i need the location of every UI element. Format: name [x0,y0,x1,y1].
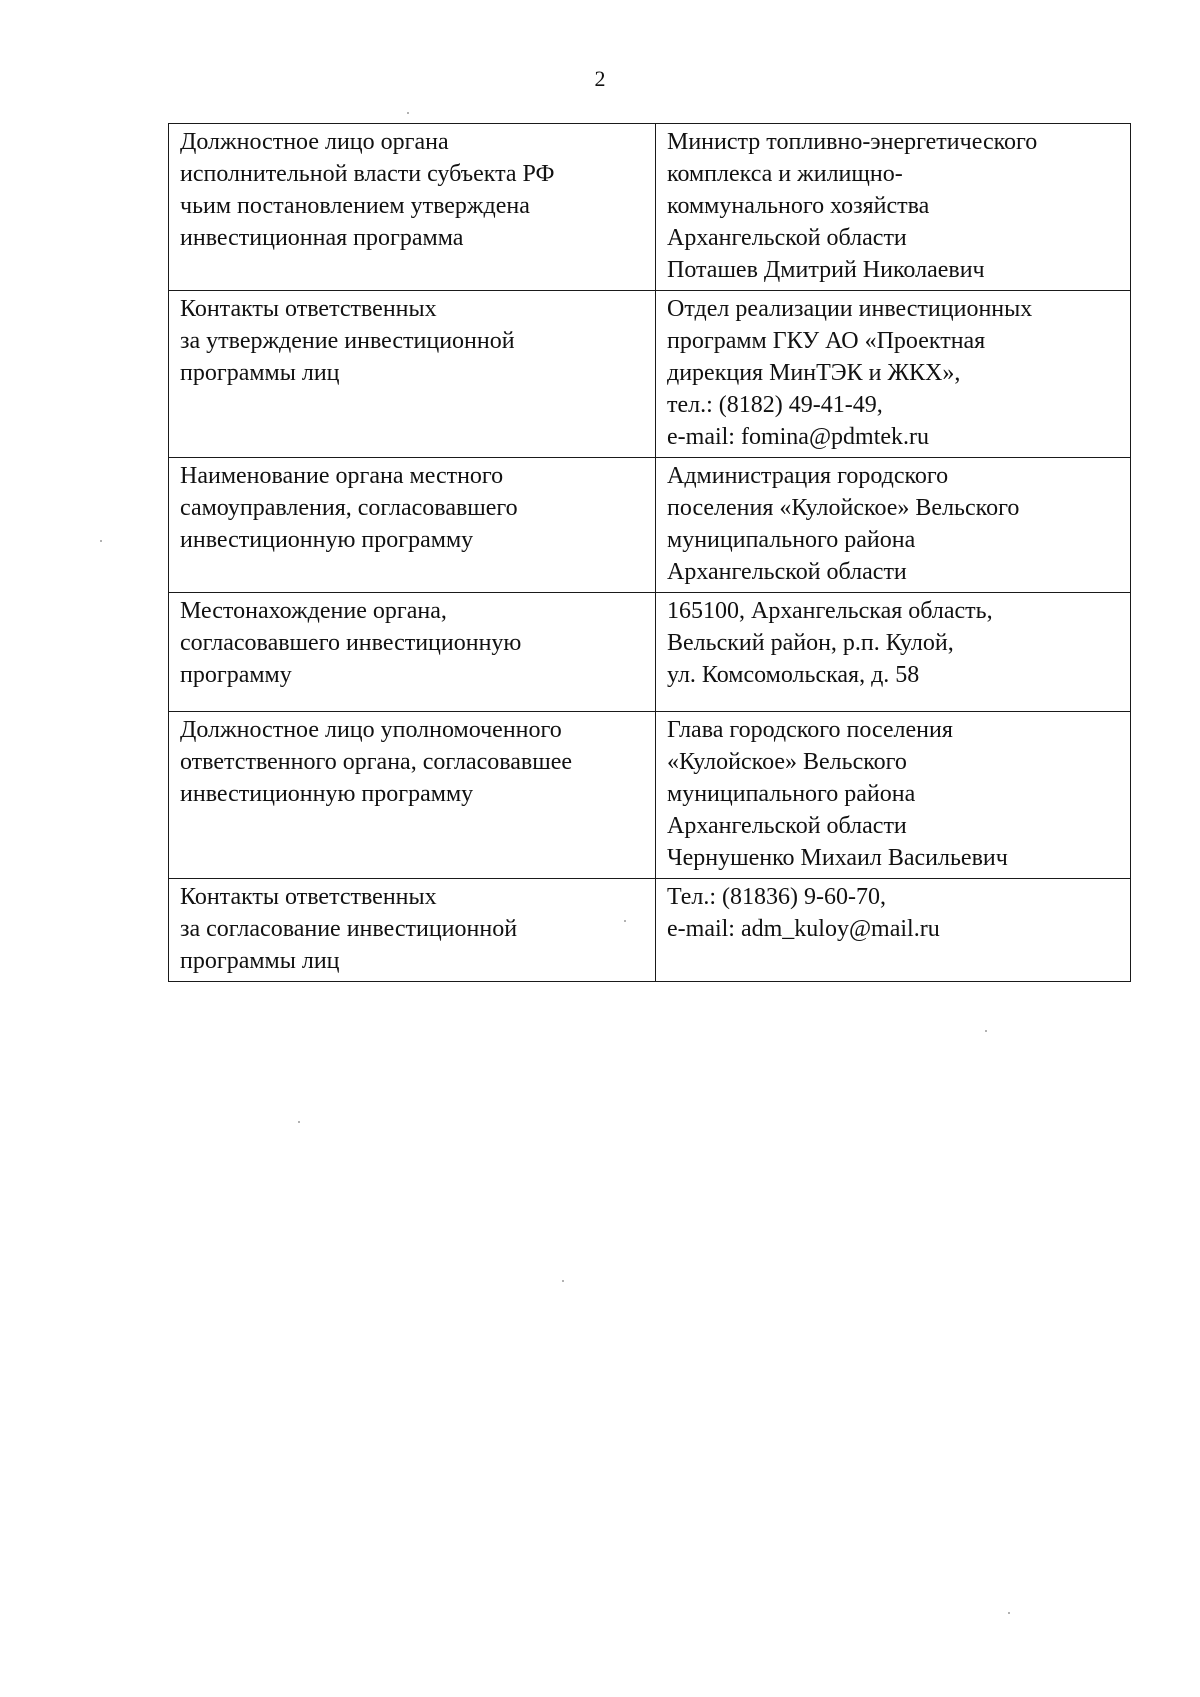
value-line: e-mail: fomina@pdmtek.ru [667,424,930,450]
label-line: Должностное лицо органа [180,129,449,155]
label-line: за согласование инвестиционной [180,916,518,942]
value-line: Администрация городского [667,463,949,489]
scan-speck [100,540,102,542]
value-line: 165100, Архангельская область, [667,598,993,624]
page-number: 2 [594,66,606,91]
value-line: Архангельской области [667,813,907,839]
table-row [169,879,1131,982]
label-line: за утверждение инвестиционной [180,328,515,354]
scan-speck [624,920,626,922]
row-label-cell [169,124,656,291]
label-line: Контакты ответственных [180,884,437,910]
value-line: Отдел реализации инвестиционных [667,296,1033,322]
label-line: Должностное лицо уполномоченного [180,717,562,743]
table-row [169,712,1131,879]
value-line: Тел.: (81836) 9-60-70, [667,884,887,910]
value-line: муниципального района [667,527,916,553]
label-line: программы лиц [180,948,340,974]
value-line: «Кулойское» Вельского [667,749,907,775]
label-line: согласовавшего инвестиционную [180,630,522,656]
row-label-cell [169,458,656,593]
label-line: инвестиционную программу [180,527,474,553]
label-line: Местонахождение органа, [180,598,447,624]
label-line: Наименование органа местного [180,463,504,489]
row-value-cell [656,712,1131,879]
row-label-cell [169,593,656,712]
value-line: коммунального хозяйства [667,193,930,219]
row-label-cell [169,879,656,982]
row-value-cell [656,879,1131,982]
label-line: Контакты ответственных [180,296,437,322]
value-line: программ ГКУ АО «Проектная [667,328,986,354]
row-value-cell [656,291,1131,458]
row-value-cell [656,593,1131,712]
value-line: поселения «Кулойское» Вельского [667,495,1020,521]
table-row [169,291,1131,458]
label-line: программу [180,662,292,688]
row-value-cell [656,458,1131,593]
table-row [169,458,1131,593]
value-line: Архангельской области [667,225,907,251]
label-line: ответственного органа, согласовавшее [180,749,573,775]
label-line: исполнительной власти субъекта РФ [180,161,555,187]
value-line: ул. Комсомольская, д. 58 [667,662,920,688]
row-label-cell [169,291,656,458]
label-line: инвестиционная программа [180,225,464,251]
scan-speck [985,1030,987,1032]
table-row [169,593,1131,712]
value-line: Вельский район, р.п. Кулой, [667,630,954,656]
info-table [168,123,1131,982]
value-line: Глава городского поселения [667,717,953,743]
value-line: комплекса и жилищно- [667,161,903,187]
label-line: программы лиц [180,360,340,386]
row-value-cell [656,124,1131,291]
value-line: Министр топливно-энергетического [667,129,1038,155]
table-row [169,124,1131,291]
label-line: самоуправления, согласовавшего [180,495,518,521]
row-label-cell [169,712,656,879]
scan-speck [407,112,409,114]
value-line: муниципального района [667,781,916,807]
value-line: Чернушенко Михаил Васильевич [667,845,1008,871]
value-line: Архангельской области [667,559,907,585]
value-line: e-mail: adm_kuloy@mail.ru [667,916,940,942]
scan-speck [298,1121,300,1123]
scan-speck [1008,1612,1010,1614]
value-line: дирекция МинТЭК и ЖКХ», [667,360,961,386]
label-line: чьим постановлением утверждена [180,193,530,219]
scan-speck [562,1280,564,1282]
label-line: инвестиционную программу [180,781,474,807]
value-line: тел.: (8182) 49-41-49, [667,392,883,418]
value-line: Поташев Дмитрий Николаевич [667,257,985,283]
